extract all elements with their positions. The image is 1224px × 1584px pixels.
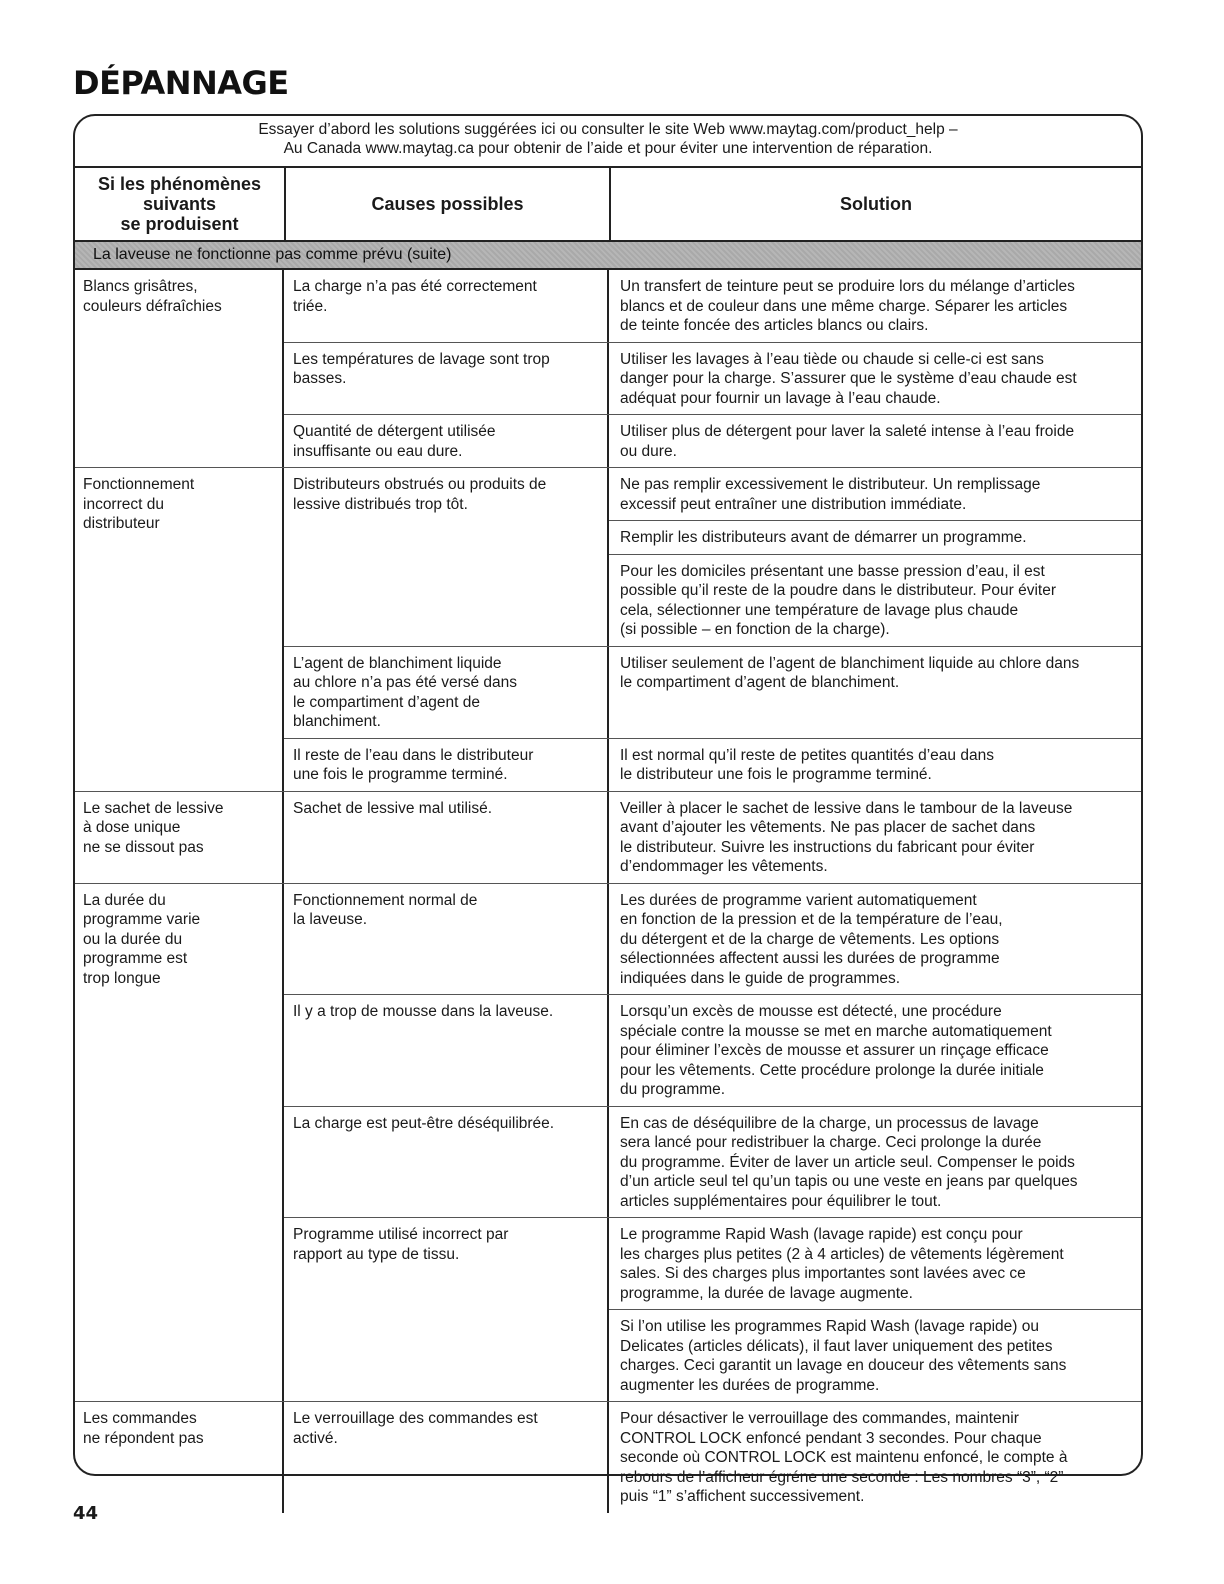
cause-cell: Quantité de détergent utilisée insuffisante ou eau dure. <box>284 415 609 467</box>
cause-cell: Fonctionnement normal de la laveuse. <box>284 884 609 995</box>
symptom-cell: Les commandes ne répondent pas <box>75 1402 284 1513</box>
cause-row <box>284 884 1141 995</box>
solution-cell: Lorsqu’un excès de mousse est détecté, une procédure spéciale contre la mousse se met en marche automatiquement pour éliminer l’excès de mousse et assurer un rinçage efficace pour les vêtements. Cette procédure prolonge la durée initiale du programme. <box>620 1003 1052 1098</box>
header-causes: Causes possibles <box>284 168 609 240</box>
solutions-group <box>609 739 1141 791</box>
causes-group <box>284 1402 1141 1513</box>
cause-row <box>284 994 1141 1106</box>
solutions-group <box>609 1107 1141 1218</box>
solution-cell: Pour désactiver le verrouillage des commandes, maintenir CONTROL LOCK enfoncé pendant 3 secondes. Pour chaque seconde où CONTROL LOCK est maintenu enfoncé, le compte à rebours de l’afficheur égréne une seconde : Les nombres “3”, “2” puis “1” s’affichent successivement. <box>620 1410 1068 1505</box>
cause-row <box>284 646 1141 738</box>
symptom-cell: Le sachet de lessive à dose unique ne se dissout pas <box>75 792 284 883</box>
cause-row <box>284 1106 1141 1218</box>
troubleshooting-panel <box>73 114 1143 1505</box>
table-row <box>75 883 1141 1402</box>
solution-cell: En cas de déséquilibre de la charge, un processus de lavage sera lancé pour redistribuer la charge. Ceci prolonge la durée du programme. Éviter de laver un article seul. Compenser le poids d’un article seul tel qu’un tapis ou une veste en jeans par quelques articles supplémentaires pour équilibrer le tout. <box>620 1114 1078 1210</box>
table-row <box>75 1401 1141 1513</box>
symptom-cell: Fonctionnement incorrect du distributeur <box>75 468 284 791</box>
cause-cell: Programme utilisé incorrect par rapport au type de tissu. <box>284 1218 609 1401</box>
solution-cell: Les durées de programme varient automatiquement en fonction de la pression et de la température de l’eau, du détergent et de la charge de vêtements. Les options sélectionnées affectent aussi les durées de programme indiquées dans le guide de programmes. <box>620 891 1003 987</box>
solution-cell: Utiliser les lavages à l’eau tiède ou chaude si celle-ci est sans danger pour la charge. S’assurer que le système d’eau chaude est adéquat pour fournir un lavage à l’eau chaude. <box>620 350 1077 407</box>
solutions-group <box>609 1402 1141 1513</box>
cause-cell: Les températures de lavage sont trop basses. <box>284 343 609 415</box>
causes-group <box>284 468 1141 791</box>
cause-cell: La charge n’a pas été correctement triée. <box>284 270 609 342</box>
section-title: La laveuse ne fonctionne pas comme prévu (suite) <box>75 242 1141 270</box>
causes-group <box>284 270 1141 467</box>
intro-line-2: Au Canada www.maytag.ca pour obtenir de l’aide et pour éviter une intervention de réparation. <box>283 140 933 157</box>
solutions-group <box>609 995 1141 1106</box>
solutions-group <box>609 792 1141 883</box>
table-row <box>75 270 1141 467</box>
cause-cell: Distributeurs obstrués ou produits de lessive distribués trop tôt. <box>284 468 609 646</box>
cause-row <box>284 738 1141 791</box>
cause-row <box>284 270 1141 342</box>
solution-cell: Ne pas remplir excessivement le distributeur. Un remplissage excessif peut entraîner une distribution immédiate. <box>620 476 1041 513</box>
cause-row <box>284 792 1141 883</box>
cause-row <box>284 1402 1141 1513</box>
solution-cell: Remplir les distributeurs avant de démarrer un programme. <box>609 520 1141 554</box>
solutions-group <box>609 415 1141 467</box>
cause-cell: La charge est peut-être déséquilibrée. <box>284 1107 609 1218</box>
header-symptom: Si les phénomènes suivants se produisent <box>97 174 262 234</box>
cause-cell: Le verrouillage des commandes est activé. <box>284 1402 609 1513</box>
solutions-group <box>609 270 1141 342</box>
intro-note <box>75 116 1141 168</box>
cause-row <box>284 1217 1141 1401</box>
causes-group <box>284 792 1141 883</box>
cause-cell: Il y a trop de mousse dans la laveuse. <box>284 995 609 1106</box>
solution-cell: Un transfert de teinture peut se produire lors du mélange d’articles blancs et de couleur dans une même charge. Séparer les articles de teinte foncée des articles blancs ou clairs. <box>620 278 1075 334</box>
page-number: 44 <box>73 1503 99 1524</box>
solution-cell: Le programme Rapid Wash (lavage rapide) est conçu pour les charges plus petites (2 à 4 articles) de vêtements légèrement sales. Si des charges plus importantes sont lavées avec ce programme, la durée de lavage augmente. <box>620 1226 1064 1302</box>
solution-cell: Il est normal qu’il reste de petites quantités d’eau dans le distributeur une fois le programme terminé. <box>620 746 994 783</box>
solution-cell: Veiller à placer le sachet de lessive dans le tambour de la laveuse avant d’ajouter les vêtements. Ne pas placer de sachet dans le distributeur. Suivre les instructions du fabricant pour éviter d’endommager les vêtements. <box>620 799 1073 875</box>
page-title: DÉPANNAGE <box>73 64 289 102</box>
table-row <box>75 467 1141 791</box>
solution-cell: Si l’on utilise les programmes Rapid Wash (lavage rapide) ou Delicates (articles délicats), il faut laver uniquement des petites charges. Ceci garantit un lavage en douceur des vêtements sans augmenter les durées de programme. <box>609 1309 1141 1401</box>
solutions-group <box>609 1218 1141 1401</box>
intro-line-1: Essayer d’abord les solutions suggérées ici ou consulter le site Web www.maytag.com/product_help – <box>258 121 958 138</box>
solutions-group <box>609 647 1141 738</box>
cause-cell: Sachet de lessive mal utilisé. <box>284 792 609 883</box>
solution-cell: Pour les domiciles présentant une basse pression d’eau, il est possible qu’il reste de la poudre dans le distributeur. Pour éviter cela, sélectionner une température de lavage plus chaude (si possible – en fonction de la charge). <box>609 554 1141 646</box>
solution-cell: Utiliser plus de détergent pour laver la saleté intense à l’eau froide ou dure. <box>620 423 1075 460</box>
cause-cell: Il reste de l’eau dans le distributeur une fois le programme terminé. <box>284 739 609 791</box>
cause-cell: L’agent de blanchiment liquide au chlore n’a pas été versé dans le compartiment d’agent de blanchiment. <box>284 647 609 738</box>
table-row <box>75 791 1141 883</box>
cause-row <box>284 342 1141 415</box>
cause-row <box>284 468 1141 646</box>
solutions-group <box>609 468 1141 646</box>
solutions-group <box>609 343 1141 415</box>
causes-group <box>284 884 1141 1402</box>
header-solution: Solution <box>609 168 1141 240</box>
cause-row <box>284 414 1141 467</box>
symptom-cell: Blancs grisâtres, couleurs défraîchies <box>75 270 284 467</box>
symptom-cell: La durée du programme varie ou la durée du programme est trop longue <box>75 884 284 1402</box>
troubleshooting-table <box>75 270 1141 1513</box>
table-header <box>75 168 1141 242</box>
solution-cell: Utiliser seulement de l’agent de blanchiment liquide au chlore dans le compartiment d’agent de blanchiment. <box>620 654 1080 691</box>
solutions-group <box>609 884 1141 995</box>
